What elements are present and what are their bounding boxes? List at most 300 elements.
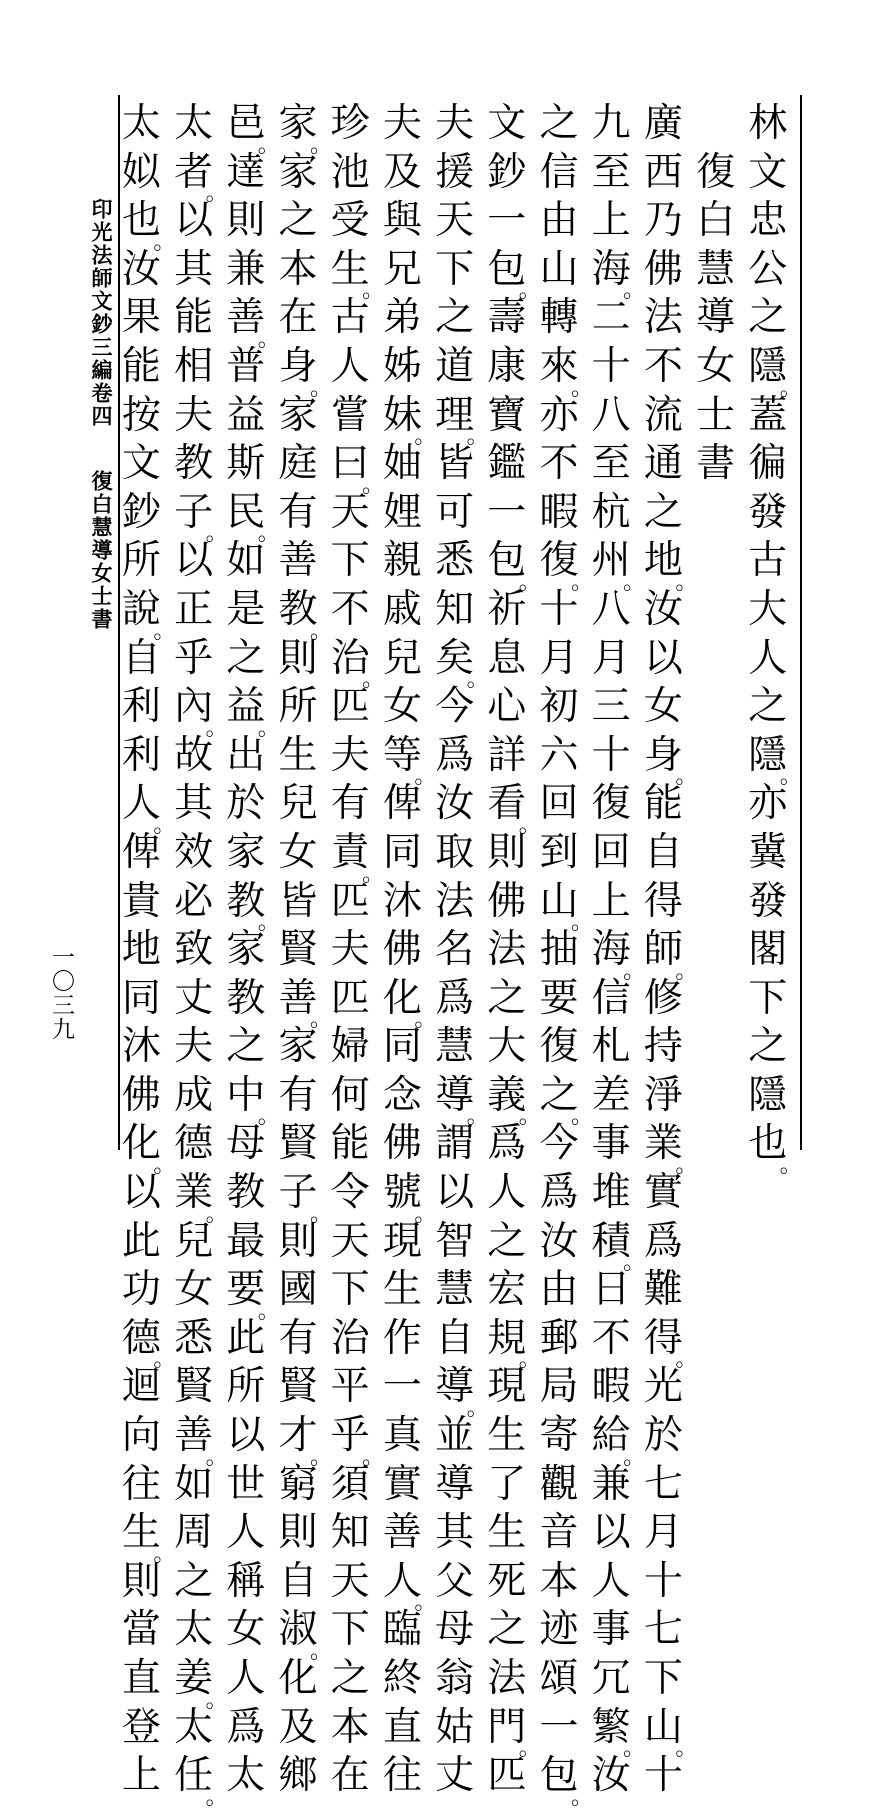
glyph: 書 <box>696 441 736 487</box>
glyph: 賢 <box>278 1121 318 1167</box>
glyph: 至 <box>591 149 631 195</box>
glyph: 七 <box>643 1607 683 1653</box>
glyph: 此 <box>121 1218 161 1264</box>
glyph: 士 <box>696 392 736 438</box>
glyph: 受 <box>330 198 370 244</box>
glyph: 正 <box>174 586 214 632</box>
glyph: 才 。 <box>278 1413 332 1470</box>
glyph: 得 <box>643 878 683 924</box>
glyph: 修 <box>643 975 683 1021</box>
glyph: 及 <box>382 149 422 195</box>
glyph: 之 <box>487 1218 527 1264</box>
punct-mark: 。 <box>309 132 332 158</box>
glyph: 婦 <box>330 1024 370 1070</box>
glyph: 下 <box>748 975 788 1021</box>
glyph: 太 <box>174 1607 214 1653</box>
glyph: 者 。 <box>174 149 228 207</box>
punct-mark: 。 <box>518 812 541 838</box>
punct-mark: 。 <box>205 1444 228 1470</box>
punct-mark: 。 <box>362 472 385 498</box>
glyph: 亦 <box>539 392 579 438</box>
glyph: 慧 <box>435 1267 475 1313</box>
glyph: 於 <box>226 781 266 827</box>
glyph: 姑 <box>435 1704 475 1750</box>
punct-mark: 。 <box>675 1736 698 1762</box>
glyph: 一 <box>382 1364 422 1410</box>
glyph: 身 。 <box>643 732 698 790</box>
punct-mark: 。 <box>570 910 593 936</box>
punct-mark: 。 <box>518 1104 541 1130</box>
glyph: 向 <box>121 1413 161 1459</box>
glyph: 復 。 <box>539 538 593 595</box>
glyph: 教 。 <box>278 586 332 644</box>
glyph: 事 <box>591 1607 631 1653</box>
glyph: 抽 <box>539 927 579 973</box>
punct-mark: 。 <box>623 958 646 984</box>
glyph: 窮 <box>278 1461 318 1507</box>
glyph: 人 <box>226 1656 266 1701</box>
glyph: 出 <box>226 732 266 778</box>
punct-mark: 。 <box>205 521 228 547</box>
glyph: 往 <box>121 1461 161 1507</box>
glyph: 真 <box>382 1413 422 1459</box>
glyph: 本 <box>330 1704 370 1750</box>
glyph: 汝 <box>539 1218 579 1264</box>
glyph: 佛 <box>487 878 527 924</box>
glyph: 隱 。 <box>748 732 802 790</box>
punct-mark: 。 <box>309 1201 332 1227</box>
glyph: 十 <box>643 1558 683 1604</box>
glyph: 導 。 <box>435 1072 489 1130</box>
glyph: 由 <box>539 1267 579 1313</box>
glyph: 普 <box>226 343 266 389</box>
punct-mark: 。 <box>153 229 176 255</box>
glyph: 今 <box>539 1121 579 1167</box>
punct-mark: 。 <box>153 618 176 644</box>
glyph: 其 <box>174 781 214 827</box>
glyph: 文 <box>121 441 161 487</box>
glyph: 由 <box>539 198 579 244</box>
glyph: 作 <box>382 1315 422 1361</box>
text-column <box>326 100 385 1799</box>
glyph: 人 <box>591 1558 631 1604</box>
glyph: 八 <box>591 392 631 438</box>
punct-mark: 。 <box>309 1639 332 1664</box>
glyph: 其 <box>174 246 214 292</box>
glyph: 按 <box>121 392 161 438</box>
glyph: 忠 <box>748 198 788 244</box>
punct-mark: 。 <box>570 375 593 401</box>
glyph: 林 <box>748 101 788 146</box>
glyph: 給 。 <box>591 1413 646 1470</box>
glyph: 得 。 <box>643 1315 698 1373</box>
glyph: 生 <box>487 1413 527 1459</box>
glyph: 月 <box>643 1510 683 1556</box>
glyph: 寶 <box>487 392 527 438</box>
glyph: 至 <box>591 441 631 487</box>
glyph: 師 。 <box>643 927 698 984</box>
glyph: 姒 <box>121 149 161 195</box>
glyph: 理 。 <box>435 392 489 450</box>
glyph: 來 。 <box>539 343 593 401</box>
glyph: 局 <box>539 1364 579 1410</box>
glyph: 人 <box>226 1510 266 1556</box>
text-column <box>692 100 740 1150</box>
glyph: 子 。 <box>174 489 228 547</box>
glyph: 天 <box>330 1218 370 1264</box>
glyph: 知 <box>330 1510 370 1556</box>
glyph: 轉 <box>539 295 579 341</box>
glyph: 十 <box>591 343 631 389</box>
glyph: 心 <box>487 684 527 730</box>
text-column <box>117 100 176 1799</box>
punct-mark: 。 <box>570 569 593 595</box>
glyph: 信 <box>539 149 579 195</box>
glyph: 教 。 <box>226 878 280 936</box>
text-column <box>431 100 489 1799</box>
glyph: 州 。 <box>591 538 646 595</box>
punct-mark: 。 <box>257 132 280 158</box>
glyph: 二 <box>591 295 631 341</box>
glyph: 包 。 <box>487 246 541 304</box>
glyph: 能 <box>330 1121 370 1167</box>
punct-mark: 。 <box>309 375 332 401</box>
glyph: 有 <box>330 781 370 827</box>
glyph: 自 <box>278 1558 318 1604</box>
glyph: 白 <box>696 198 736 244</box>
glyph: 人 。 <box>121 781 176 838</box>
punct-mark: 。 <box>309 1444 332 1470</box>
glyph: 則 <box>278 635 318 681</box>
glyph: 矣 。 <box>435 635 489 693</box>
glyph: 內 。 <box>174 684 228 741</box>
glyph: 皆 <box>435 441 475 487</box>
glyph: 何 <box>330 1072 370 1118</box>
glyph: 一 <box>487 489 527 535</box>
glyph: 汝 <box>121 246 161 292</box>
glyph: 則 <box>121 1558 161 1604</box>
glyph: 相 <box>174 343 214 389</box>
glyph: 閣 <box>748 927 788 973</box>
glyph: 嘗 <box>330 392 370 438</box>
glyph: 俾 <box>121 829 161 875</box>
glyph: 能 <box>174 295 214 341</box>
glyph: 札 <box>591 1024 631 1070</box>
punct-mark: 。 <box>414 1201 437 1227</box>
glyph: 直 <box>382 1704 422 1750</box>
glyph: 七 <box>643 1461 683 1507</box>
glyph: 義 。 <box>487 1072 541 1130</box>
glyph: 下 <box>435 246 475 292</box>
punct-mark: 。 <box>570 1784 593 1810</box>
glyph: 化 。 <box>121 1121 176 1179</box>
glyph: 善 <box>382 1510 422 1556</box>
glyph: 實 <box>382 1461 422 1507</box>
glyph: 邑 。 <box>226 101 280 158</box>
punct-mark: 。 <box>570 1104 593 1130</box>
glyph: 大 <box>487 1024 527 1070</box>
glyph: 以 <box>174 538 214 584</box>
glyph: 取 <box>435 829 475 875</box>
glyph: 名 <box>435 927 475 973</box>
glyph: 淑 。 <box>278 1607 332 1664</box>
punct-mark: 。 <box>623 1250 646 1276</box>
glyph: 差 <box>591 1072 631 1118</box>
glyph: 要 <box>539 975 579 1021</box>
glyph: 家 <box>226 927 266 973</box>
glyph: 與 <box>382 198 422 244</box>
body-text <box>120 100 802 1810</box>
punct-mark: 。 <box>205 181 228 207</box>
glyph: 家 。 <box>278 101 332 158</box>
glyph: 宏 <box>487 1267 527 1313</box>
glyph: 復 <box>696 149 736 195</box>
text-column <box>744 100 802 1179</box>
glyph: 號 。 <box>382 1170 437 1227</box>
glyph: 悉 <box>435 538 475 584</box>
glyph: 夫 <box>435 101 475 146</box>
glyph: 汝 <box>643 586 683 632</box>
glyph: 在 <box>278 295 318 341</box>
punct-mark: 。 <box>153 1541 176 1567</box>
punct-mark: 。 <box>466 1104 489 1130</box>
glyph: 十 <box>539 586 579 632</box>
glyph: 觀 <box>539 1461 579 1507</box>
glyph: 援 <box>435 149 475 195</box>
glyph: 也 。 <box>121 198 176 255</box>
glyph: 之 <box>174 1558 214 1604</box>
glyph: 初 <box>539 684 579 730</box>
punct-mark: 。 <box>257 715 280 741</box>
glyph: 德 。 <box>121 1315 176 1373</box>
glyph: 弟 <box>382 295 422 341</box>
punct-mark: 。 <box>362 667 385 693</box>
glyph: 其 <box>435 1510 475 1556</box>
glyph: 冀 <box>748 829 788 875</box>
glyph: 爲 <box>435 732 475 778</box>
glyph: 兒 <box>278 781 318 827</box>
glyph: 子 。 <box>278 1170 332 1227</box>
punct-mark: 。 <box>414 424 437 450</box>
punct-mark: 。 <box>623 278 646 304</box>
glyph: 康 <box>487 343 527 389</box>
glyph: 淨 <box>643 1072 683 1118</box>
text-column <box>587 100 646 1799</box>
glyph: 頌 <box>539 1656 579 1701</box>
glyph: 規 。 <box>487 1315 541 1373</box>
glyph: 鄉 <box>278 1753 318 1799</box>
glyph: 上 <box>121 1753 161 1799</box>
glyph: 太 <box>174 1704 214 1750</box>
glyph: 壽 <box>487 295 527 341</box>
glyph: 積 。 <box>591 1218 646 1276</box>
glyph: 女 <box>278 829 318 875</box>
glyph <box>692 100 740 149</box>
glyph: 珍 <box>330 101 370 146</box>
glyph: 乎 。 <box>330 1413 385 1470</box>
glyph: 之 。 <box>539 1072 593 1130</box>
glyph: 兼 <box>226 246 266 292</box>
glyph: 如 <box>174 1461 214 1507</box>
text-column <box>378 100 437 1799</box>
glyph: 詳 <box>487 732 527 778</box>
glyph: 事 <box>591 1121 631 1167</box>
glyph: 曰 。 <box>330 441 385 498</box>
glyph: 郵 <box>539 1315 579 1361</box>
punct-mark: 。 <box>205 1687 228 1713</box>
glyph: 慧 <box>696 246 736 292</box>
glyph: 之 <box>278 198 318 244</box>
glyph: 斯 <box>226 441 266 487</box>
glyph: 女 <box>643 684 683 730</box>
glyph: 天 <box>435 198 475 244</box>
glyph: 以 <box>435 1170 475 1216</box>
glyph: 大 <box>748 586 788 632</box>
glyph: 化 。 <box>382 975 437 1033</box>
glyph: 看 。 <box>487 781 541 838</box>
glyph: 父 <box>435 1558 475 1604</box>
glyph: 兒 <box>174 1218 214 1264</box>
glyph: 家 <box>226 829 266 875</box>
glyph: 往 <box>382 1753 422 1799</box>
text-column <box>170 100 228 1810</box>
punct-mark: 。 <box>779 764 802 790</box>
glyph: 之 <box>226 1024 266 1070</box>
glyph: 人 <box>487 1170 527 1216</box>
glyph: 最 <box>226 1218 266 1264</box>
glyph: 隱 。 <box>748 343 802 401</box>
glyph: 戚 <box>382 586 422 632</box>
punct-mark: 。 <box>257 326 280 352</box>
glyph: 古 <box>748 538 788 584</box>
glyph: 天 <box>330 1558 370 1604</box>
glyph: 上 <box>591 198 631 244</box>
glyph: 山 。 <box>539 878 593 936</box>
glyph: 同 <box>382 829 422 875</box>
glyph: 太 <box>174 101 214 146</box>
glyph: 爲 <box>487 1121 527 1167</box>
glyph: 是 <box>226 586 266 632</box>
glyph: 杭 <box>591 489 631 535</box>
glyph: 智 <box>435 1218 475 1264</box>
glyph: 流 <box>643 392 683 438</box>
glyph: 現 <box>382 1218 422 1264</box>
glyph: 之 <box>435 295 475 341</box>
glyph: 鈔 <box>121 489 161 535</box>
glyph: 難 <box>643 1267 683 1313</box>
glyph: 有 <box>278 489 318 535</box>
glyph: 善 。 <box>278 975 332 1033</box>
glyph: 可 <box>435 489 475 535</box>
glyph: 益 。 <box>226 684 280 741</box>
punct-mark: 。 <box>205 1201 228 1227</box>
punct-mark: 。 <box>362 278 385 304</box>
glyph: 益 <box>226 392 266 438</box>
text-column <box>483 100 541 1799</box>
punct-mark: 。 <box>675 1347 698 1373</box>
glyph: 之 <box>539 101 579 146</box>
glyph: 於 <box>643 1413 683 1459</box>
punct-mark: 。 <box>414 1007 437 1033</box>
punct-mark: 。 <box>779 1153 802 1179</box>
glyph: 不 <box>591 1315 631 1361</box>
glyph: 悉 <box>174 1315 214 1361</box>
glyph: 上 <box>591 878 631 924</box>
glyph: 也 。 <box>748 1121 802 1179</box>
glyph: 法 <box>487 1656 527 1701</box>
glyph: 徧 <box>748 441 788 487</box>
glyph: 家 <box>278 392 318 438</box>
punct-mark: 。 <box>518 1736 541 1762</box>
punct-mark: 。 <box>205 715 228 741</box>
glyph: 下 <box>330 1267 370 1313</box>
glyph: 文 <box>487 101 527 146</box>
glyph: 治 <box>330 1315 370 1361</box>
punct-mark: 。 <box>153 1153 176 1179</box>
glyph: 息 <box>487 635 527 681</box>
glyph: 終 <box>382 1656 422 1701</box>
glyph: 沐 <box>121 1024 161 1070</box>
glyph: 貴 <box>121 878 161 924</box>
glyph: 民 。 <box>226 489 280 547</box>
glyph: 寄 <box>539 1413 579 1459</box>
glyph: 匹 <box>330 684 370 730</box>
glyph: 家 <box>278 1024 318 1070</box>
glyph: 暇 <box>591 1364 631 1410</box>
glyph: 兄 <box>382 246 422 292</box>
glyph: 蓋 <box>748 392 788 438</box>
glyph: 教 <box>174 441 214 487</box>
glyph: 之 <box>487 975 527 1021</box>
glyph: 夫 <box>382 101 422 146</box>
glyph: 古 <box>330 295 370 341</box>
glyph: 死 <box>487 1558 527 1604</box>
punct-mark: 。 <box>518 569 541 595</box>
glyph: 賢 <box>278 927 318 973</box>
glyph: 本 <box>278 246 318 292</box>
glyph: 責 。 <box>330 829 385 887</box>
glyph: 迹 <box>539 1607 579 1653</box>
glyph: 下 <box>643 1656 683 1701</box>
glyph: 暇 <box>539 489 579 535</box>
glyph: 中 。 <box>226 1072 280 1130</box>
punct-mark: 。 <box>362 1444 385 1470</box>
glyph: 之 <box>748 1024 788 1070</box>
glyph: 導 <box>696 295 736 341</box>
glyph: 兼 <box>591 1461 631 1507</box>
glyph: 身 。 <box>278 343 332 401</box>
glyph: 國 <box>278 1267 318 1313</box>
punct-mark: 。 <box>675 764 698 790</box>
glyph: 到 <box>539 829 579 875</box>
glyph: 利 <box>121 732 161 778</box>
glyph: 母 <box>226 1121 266 1167</box>
glyph: 十 <box>643 1753 683 1799</box>
glyph: 皆 <box>278 878 318 924</box>
punct-mark: 。 <box>309 1007 332 1033</box>
glyph: 兒 <box>382 635 422 681</box>
punct-mark: 。 <box>466 424 489 450</box>
glyph: 之 <box>748 684 788 730</box>
text-column <box>535 100 593 1810</box>
glyph: 說 。 <box>121 586 176 644</box>
glyph: 月 <box>591 635 631 681</box>
glyph: 音 <box>539 1510 579 1556</box>
glyph: 則 <box>226 198 266 244</box>
punct-mark: 。 <box>518 278 541 304</box>
text-column <box>639 100 698 1799</box>
glyph: 成 <box>174 1072 214 1118</box>
